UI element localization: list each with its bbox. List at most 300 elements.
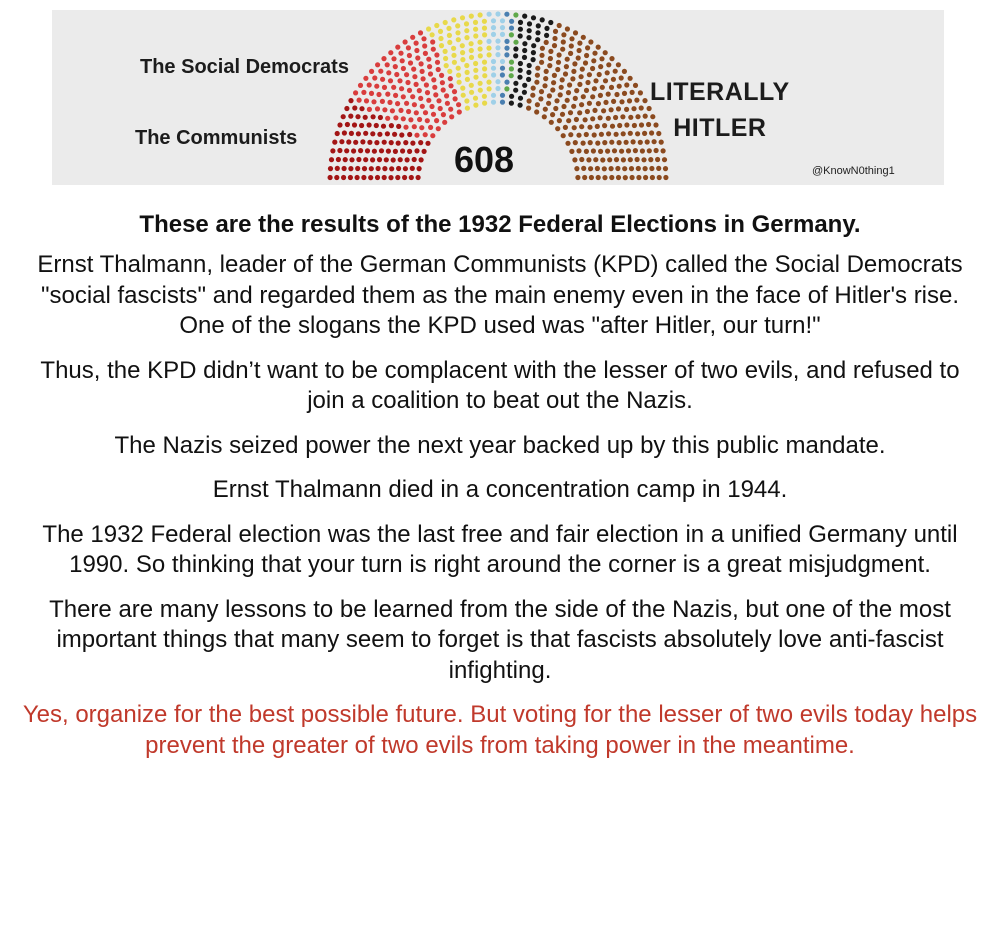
seat-dot <box>509 73 514 78</box>
seat-dot <box>342 166 347 171</box>
seat-dot <box>599 132 604 137</box>
seat-dot <box>491 18 496 23</box>
seat-dot <box>619 75 624 80</box>
seat-dot <box>546 101 551 106</box>
seat-dot <box>624 82 629 87</box>
seat-dot <box>585 45 590 50</box>
seat-dot <box>540 17 545 22</box>
seat-dot <box>549 120 554 125</box>
seat-dot <box>372 149 377 154</box>
seat-dot <box>343 157 348 162</box>
seat-dot <box>642 131 647 136</box>
seat-dot <box>367 107 372 112</box>
seat-dot <box>643 166 648 171</box>
seat-dot <box>460 86 465 91</box>
seat-dot <box>374 84 379 89</box>
seat-dot <box>357 98 362 103</box>
seat-dot <box>535 102 540 107</box>
seat-dot <box>452 60 457 65</box>
seat-dot <box>368 175 373 180</box>
seat-dot <box>599 56 604 61</box>
seat-dot <box>482 66 487 71</box>
seat-dot <box>436 126 441 131</box>
seat-dot <box>609 175 614 180</box>
seat-dot <box>473 33 478 38</box>
seat-dot <box>587 72 592 77</box>
seat-dot <box>473 75 478 80</box>
seat-dot <box>579 102 584 107</box>
seat-dot <box>654 148 659 153</box>
seat-dot <box>571 104 576 109</box>
seat-dot <box>375 106 380 111</box>
seat-dot <box>473 20 478 25</box>
seat-dot <box>434 52 439 57</box>
seat-dot <box>495 45 500 50</box>
seat-dot <box>550 87 555 92</box>
seat-dot <box>473 103 478 108</box>
seat-dot <box>418 140 423 145</box>
seat-dot <box>534 80 539 85</box>
seat-dot <box>518 96 523 101</box>
seat-dot <box>345 122 350 127</box>
seat-dot <box>573 140 578 145</box>
seat-dot <box>522 41 527 46</box>
seat-dot <box>619 99 624 104</box>
seat-dot <box>564 64 569 69</box>
seat-dot <box>663 166 668 171</box>
seat-dot <box>426 26 431 31</box>
seat-dot <box>411 67 416 72</box>
seat-dot <box>606 116 611 121</box>
seat-dot <box>551 80 556 85</box>
seat-dot <box>414 148 419 153</box>
seat-dot <box>557 52 562 57</box>
seat-dot <box>359 123 364 128</box>
seat-dot <box>576 133 581 138</box>
seat-dot <box>403 39 408 44</box>
seat-dot <box>456 102 461 107</box>
seat-dot <box>364 98 369 103</box>
seat-dot <box>580 67 585 72</box>
seat-dot <box>622 166 627 171</box>
seat-dot <box>393 115 398 120</box>
seat-dot <box>617 84 622 89</box>
seat-dot <box>591 58 596 63</box>
seat-dot <box>392 132 397 137</box>
seat-dot <box>592 108 597 113</box>
seat-dot <box>588 166 593 171</box>
seat-dot <box>606 131 611 136</box>
seat-dot <box>584 88 589 93</box>
seat-dot <box>426 57 431 62</box>
seat-dot <box>581 94 586 99</box>
seat-dot <box>613 69 618 74</box>
seat-dot <box>550 112 555 117</box>
seat-dot <box>513 81 518 86</box>
seat-dot <box>389 123 394 128</box>
seat-dot <box>410 166 415 171</box>
seat-dot <box>563 125 568 130</box>
seat-dot <box>611 99 616 104</box>
seat-dot <box>416 175 421 180</box>
seat-dot <box>388 175 393 180</box>
paragraph-last-free-election: The 1932 Federal election was the last free and fair election in a unified Germany until 1990. So thinking that your turn is right around the corner is a great misjudgment. <box>42 520 958 578</box>
seat-dot <box>577 48 582 53</box>
seat-dot <box>348 114 353 119</box>
seat-dot <box>628 115 633 120</box>
seat-dot <box>582 175 587 180</box>
seat-dot <box>566 90 571 95</box>
seat-dot <box>405 80 410 85</box>
seat-dot <box>569 43 574 48</box>
seat-dot <box>482 60 487 65</box>
seat-dot <box>439 73 444 78</box>
seat-dot <box>419 157 424 162</box>
seat-dot <box>382 140 387 145</box>
seat-dot <box>389 166 394 171</box>
seat-dot <box>482 32 487 37</box>
seat-dot <box>451 53 456 58</box>
seat-dot <box>574 166 579 171</box>
seat-dot <box>572 61 577 66</box>
seat-dot <box>586 157 591 162</box>
seat-dot <box>457 80 462 85</box>
seat-dot <box>628 131 633 136</box>
seat-dot <box>372 75 377 80</box>
seat-dot <box>344 106 349 111</box>
seat-dot <box>486 39 491 44</box>
seat-dot <box>487 12 492 17</box>
seat-dot <box>628 157 633 162</box>
seat-dot <box>577 110 582 115</box>
seat-dot <box>436 67 441 72</box>
seat-dot <box>339 139 344 144</box>
seat-dot <box>613 115 618 120</box>
seat-dot <box>584 132 589 137</box>
seat-dot <box>542 83 547 88</box>
seat-dot <box>460 15 465 20</box>
seat-dot <box>655 157 660 162</box>
seat-dot <box>638 140 643 145</box>
seat-dot <box>438 106 443 111</box>
seat-dot <box>648 157 653 162</box>
seat-dot <box>495 39 500 44</box>
seat-dot <box>355 166 360 171</box>
seat-dot <box>636 175 641 180</box>
seat-dot <box>487 86 492 91</box>
paragraph-lessons: There are many lessons to be learned from the side of the Nazis, but one of the most important things that many seem to forget is that fascists absolutely love anti-fascist infighting. <box>49 595 951 684</box>
seat-dot <box>565 98 570 103</box>
headline: These are the results of the 1932 Federal Elections in Germany. <box>139 211 861 238</box>
seat-dot <box>328 175 333 180</box>
seat-dot <box>643 114 648 119</box>
seat-dot <box>388 50 393 55</box>
seat-dot <box>363 76 368 81</box>
seat-dot <box>353 140 358 145</box>
seat-dot <box>603 78 608 83</box>
seat-dot <box>400 58 405 63</box>
seat-dot <box>598 93 603 98</box>
seat-dot <box>621 131 626 136</box>
seat-dot <box>495 52 500 57</box>
seat-dot <box>560 47 565 52</box>
seat-dot <box>609 166 614 171</box>
seat-dot <box>349 157 354 162</box>
seat-dot <box>495 79 500 84</box>
seat-dot <box>544 33 549 38</box>
seat-dot <box>491 25 496 30</box>
seat-dot <box>427 64 432 69</box>
seat-dot <box>611 77 616 82</box>
seat-dot <box>500 72 505 77</box>
seat-dot <box>376 166 381 171</box>
seat-dot <box>402 175 407 180</box>
seat-dot <box>609 140 614 145</box>
seat-dot <box>601 108 606 113</box>
seat-dot <box>352 122 357 127</box>
seat-dot <box>554 98 559 103</box>
seat-dot <box>614 92 619 97</box>
seat-dot <box>568 110 573 115</box>
seat-dot <box>442 120 447 125</box>
seat-dot <box>522 90 527 95</box>
seat-dot <box>469 41 474 46</box>
seat-dot <box>624 107 629 112</box>
seat-dot <box>464 21 469 26</box>
seat-dot <box>363 115 368 120</box>
seat-dot <box>408 60 413 65</box>
seat-dot <box>367 122 372 127</box>
credit-handle: @KnowN0thing1 <box>812 165 895 177</box>
seat-dot <box>609 56 614 61</box>
seat-dot <box>428 125 433 130</box>
seat-dot <box>455 30 460 35</box>
seat-dot <box>482 73 487 78</box>
seat-dot <box>434 23 439 28</box>
seat-dot <box>518 68 523 73</box>
seat-dot <box>371 114 376 119</box>
seat-dot <box>560 112 565 117</box>
seat-dot <box>385 62 390 67</box>
seat-dot <box>617 123 622 128</box>
seat-dot <box>399 86 404 91</box>
seat-dot <box>517 75 522 80</box>
seat-dot <box>365 148 370 153</box>
seat-dot <box>334 175 339 180</box>
seat-dot <box>404 72 409 77</box>
seat-dot <box>449 114 454 119</box>
seat-dot <box>518 33 523 38</box>
seat-dot <box>348 166 353 171</box>
seat-dot <box>607 157 612 162</box>
label-communists: The Communists <box>135 127 298 149</box>
seat-dot <box>414 41 419 46</box>
seat-dot <box>420 69 425 74</box>
seat-dot <box>573 30 578 35</box>
paragraph-concentration-camp: Ernst Thalmann died in a concentration camp in 1944. <box>212 476 788 503</box>
seat-dot <box>630 175 635 180</box>
seat-dot <box>335 131 340 136</box>
seat-dot <box>332 140 337 145</box>
seat-dot <box>414 48 419 53</box>
seat-dot <box>434 118 439 123</box>
seat-dot <box>491 66 496 71</box>
label-hitler-line-1: LITERALLY <box>650 78 790 106</box>
seat-dot <box>605 70 610 75</box>
seat-dot <box>579 74 584 79</box>
seat-dot <box>478 88 483 93</box>
seat-dot <box>535 73 540 78</box>
seat-dot <box>464 98 469 103</box>
seat-dot <box>409 175 414 180</box>
seat-dot <box>606 62 611 67</box>
seat-dot <box>568 51 573 56</box>
seat-dot <box>663 175 668 180</box>
seat-dot <box>423 51 428 56</box>
seat-dot <box>405 157 410 162</box>
seat-dot <box>465 106 470 111</box>
seat-dot <box>595 166 600 171</box>
seat-dot <box>530 93 535 98</box>
seat-dot <box>518 103 523 108</box>
seat-dot <box>526 77 531 82</box>
seat-dot <box>446 26 451 31</box>
seat-dot <box>589 175 594 180</box>
seat-dot <box>341 114 346 119</box>
seat-dot <box>447 69 452 74</box>
seat-dot <box>398 157 403 162</box>
seat-dot <box>527 63 532 68</box>
seat-dot <box>460 57 465 62</box>
seat-dot <box>539 89 544 94</box>
seat-dot <box>395 45 400 50</box>
seat-dot <box>542 114 547 119</box>
seat-dot <box>639 122 644 127</box>
seat-dot <box>598 64 603 69</box>
seat-dot <box>598 115 603 120</box>
seat-dot <box>656 166 661 171</box>
seat-dot <box>355 175 360 180</box>
seat-dot <box>469 90 474 95</box>
seat-dot <box>429 104 434 109</box>
seat-dot <box>341 175 346 180</box>
seat-dot <box>370 157 375 162</box>
seat-dot <box>576 55 581 60</box>
seat-dot <box>456 37 461 42</box>
seat-dot <box>358 83 363 88</box>
seat-dot <box>583 60 588 65</box>
seat-dot <box>500 25 505 30</box>
seat-dot <box>464 28 469 33</box>
seat-dot <box>504 80 509 85</box>
seat-dot <box>419 61 424 66</box>
seat-dot <box>575 175 580 180</box>
seat-dot <box>433 92 438 97</box>
seat-dot <box>367 82 372 87</box>
seat-dot <box>596 175 601 180</box>
seat-dot <box>477 40 482 45</box>
seat-dot <box>473 96 478 101</box>
seat-dot <box>555 67 560 72</box>
seat-dot <box>548 49 553 54</box>
seat-dot <box>571 69 576 74</box>
seat-dot <box>390 108 395 113</box>
seat-dot <box>561 32 566 37</box>
seat-dot <box>513 53 518 58</box>
seat-dot <box>363 131 368 136</box>
seat-dot <box>397 78 402 83</box>
seat-dot <box>401 94 406 99</box>
seat-dot <box>412 74 417 79</box>
seat-dot <box>380 99 385 104</box>
seat-dot <box>500 32 505 37</box>
seat-dot <box>395 175 400 180</box>
seat-dot <box>638 90 643 95</box>
seat-dot <box>478 46 483 51</box>
seat-dot <box>556 60 561 65</box>
seat-dot <box>509 60 514 65</box>
seat-dot <box>500 66 505 71</box>
seat-dot <box>567 82 572 87</box>
seat-dot <box>590 66 595 71</box>
seat-dot <box>428 71 433 76</box>
seat-dot <box>349 131 354 136</box>
seat-dot <box>610 124 615 129</box>
seat-dot <box>374 123 379 128</box>
seat-dot <box>440 80 445 85</box>
seat-dot <box>403 125 408 130</box>
seat-dot <box>380 77 385 82</box>
seat-dot <box>509 26 514 31</box>
seat-dot <box>382 166 387 171</box>
seat-dot <box>495 11 500 16</box>
seat-dot <box>535 37 540 42</box>
seat-dot <box>418 30 423 35</box>
seat-dot <box>435 60 440 65</box>
seat-dot <box>344 148 349 153</box>
seat-dot <box>359 106 364 111</box>
seat-dot <box>337 122 342 127</box>
seat-dot <box>547 93 552 98</box>
seat-dot <box>587 125 592 130</box>
seat-dot <box>603 100 608 105</box>
seat-dot <box>555 126 560 131</box>
seat-dot <box>531 86 536 91</box>
seat-dot <box>624 122 629 127</box>
seat-dot <box>451 17 456 22</box>
seat-dot <box>642 98 647 103</box>
seat-dot <box>377 157 382 162</box>
seat-dot <box>602 140 607 145</box>
seat-dot <box>451 46 456 51</box>
seat-dot <box>382 107 387 112</box>
seat-dot <box>382 175 387 180</box>
seat-dot <box>590 94 595 99</box>
seat-dot <box>616 62 621 67</box>
seat-dot <box>375 62 380 67</box>
seat-dot <box>439 43 444 48</box>
article-text <box>20 210 980 775</box>
seat-dot <box>622 91 627 96</box>
seat-dot <box>426 98 431 103</box>
seat-dot <box>400 148 405 153</box>
seat-dot <box>548 20 553 25</box>
seat-dot <box>543 107 548 112</box>
seat-dot <box>504 39 509 44</box>
seat-dot <box>527 98 532 103</box>
seat-dot <box>585 80 590 85</box>
seat-dot <box>419 125 424 130</box>
